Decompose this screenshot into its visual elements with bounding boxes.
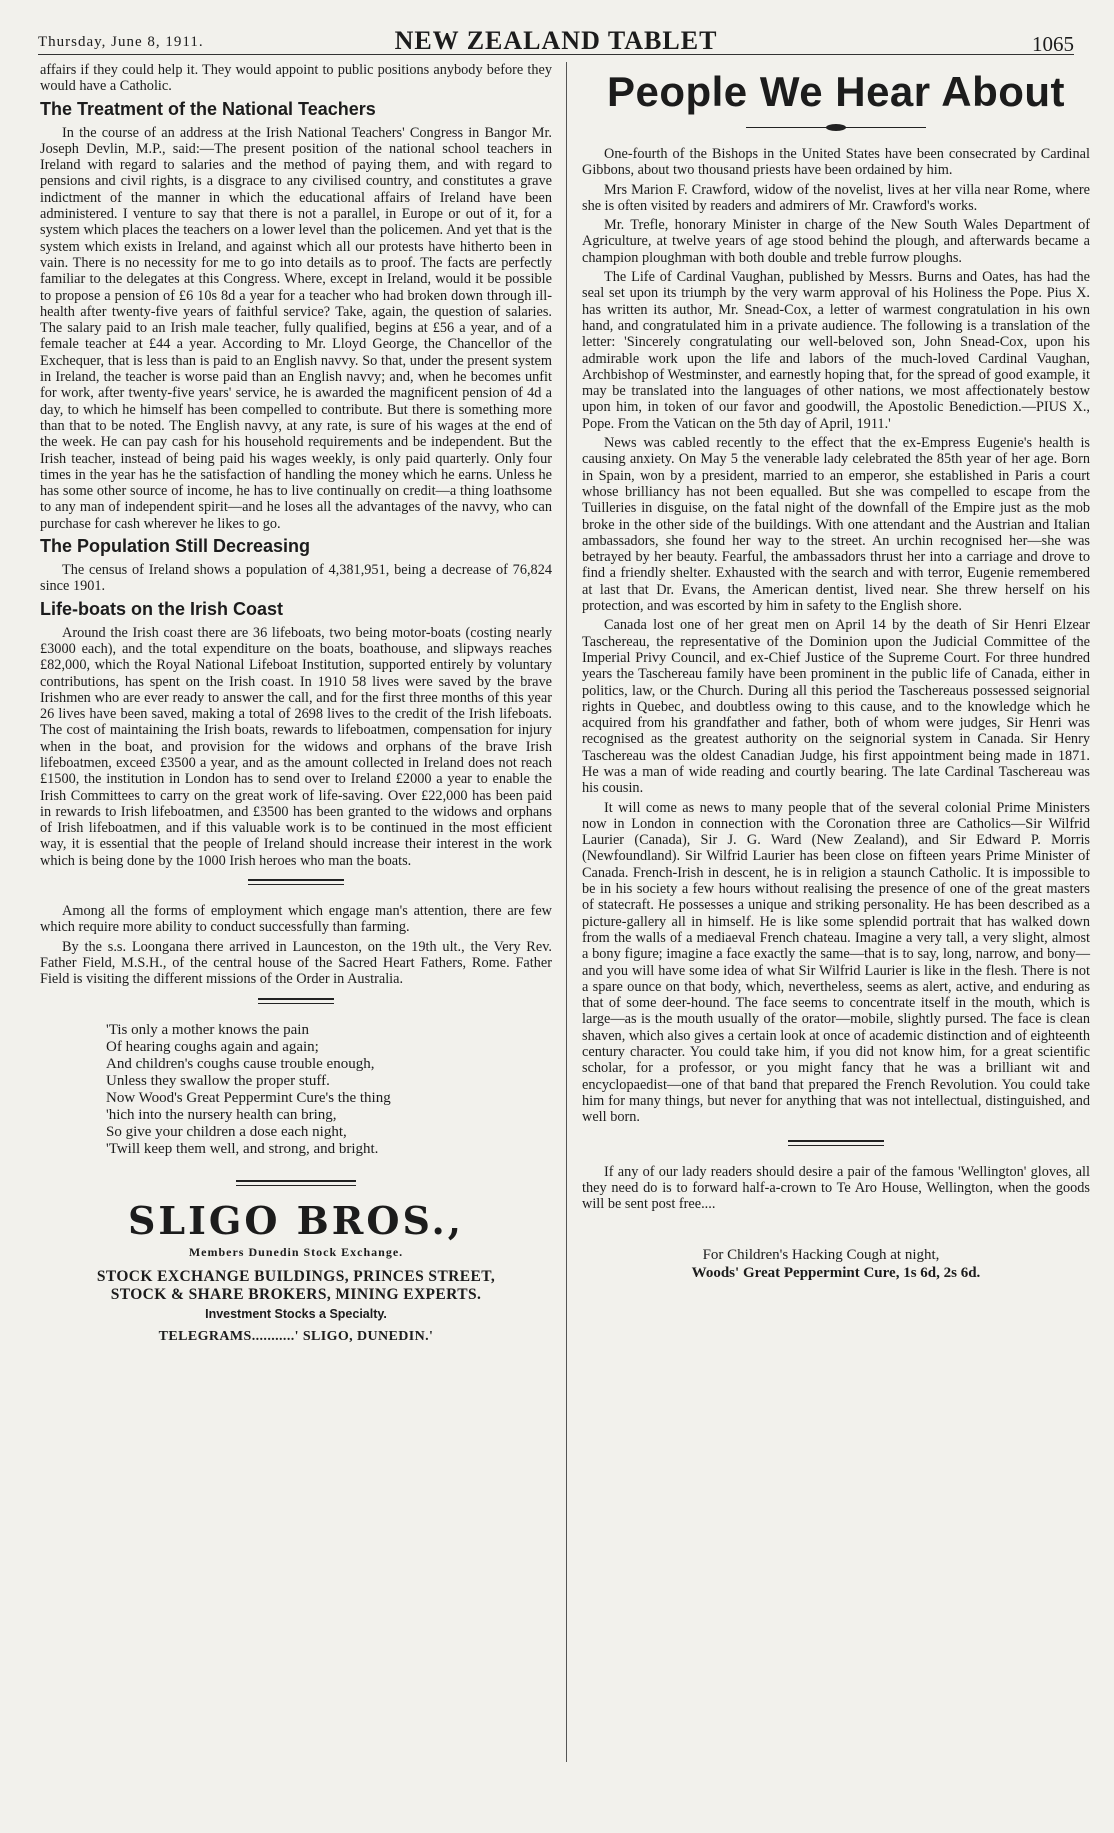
teachers-paragraph: In the course of an address at the Irish National Teachers' Congress in Bangor Mr. Joseph Devlin, M.P., said:—The present position of the national school teachers in Ireland with regard to salaries and the method of paying them, and with regard to pensions and civil rights, is a disgrace to any civilised country, and constitutes a grave indictment of the manner in which the educational affairs of Ireland have been administered. I venture to say that there is not a parallel, in Europe or out of it, for a system which places the teachers on a lower level than the policemen. And yet that is the system which exists in Ireland, and against which all our protests have hitherto been in vain. There is no necessity for me to go into details as to proof. The facts are perfectly familiar to the delegates at this Congress. Where, except in Ireland, would it be possible to propose a pension of £6 10s 8d a year for a teacher who had broken down through ill-health after twenty-five years of faithful service? Take, again, the question of salaries. The salary paid to an Irish male teacher, fully qualified, begins at £56 a year, and of a female teacher at £44 a year. According to Mr. Lloyd George, the Chancellor of the Exchequer, that is less than is paid to an English navvy. So that, under the present system in Ireland, the teacher is worse paid than an English navvy; and, when he becomes unfit for work, after twenty-five years' service, he is awarded the magnificent pension of 4d a day, to which he himself has been compelled to contribute. But there is something more than that to be noted. The English navvy, at any rate, is sure of his wages at the end of the week. He can pay cash for his household requirements and be independent. But the Irish teacher, instead of being paid his wages weekly, is only paid quarterly. Only four times in the year has he the satisfaction of handling the money which he earns. Unless he has some other source of income, he has to live continually on credit—a thing loathsome to any man of independent spirit—and he loses all the advantages of the navvy, who can purchase for cash wherever he likes to go. bbox=[40, 124, 552, 532]
poem-line: 'hich into the nursery health can bring, bbox=[106, 1106, 337, 1123]
intro-paragraph: affairs if they could help it. They would appoint to public positions anybody before they would have a Catholic. bbox=[40, 62, 552, 95]
sligo-bros-advertisement bbox=[40, 1197, 552, 1347]
eugenie-paragraph: News was cabled recently to the effect that the ex-Empress Eugenie's health is causing anxiety. On May 5 the venerable lady celebrated the 85th year of her age. Born in Spain, won by a president, married to an emperor, she established in Paris a court whose brilliancy has not been equalled. But she was compelled to escape from the Tuilleries in disguise, on the fatal night of the downfall of the Empire just as the mob broke in the other side of the buildings. With one attendant and the Austrian and Italian ambassadors, she found her way to the street. An urchin recognised her—she was betrayed by her beauty. Fearful, the ambassadors thrust her into a carriage and drove to find a friendly shelter. Exhausted with the search and with terror, Eugenie remembered at last that Dr. Evans, the American dentist, lived near. She threw herself on his protection, and was escorted by him in safety to the English shore. bbox=[582, 435, 1090, 615]
taschereau-paragraph: Canada lost one of her great men on April 14 by the death of Sir Henri Elzear Taschereau, the representative of the Dominion upon the Judicial Committee of the Imperial Privy Council, and ex-Chief Justice of the Supreme Court. For three hundred years the Taschereau family have been prominent in the public life of Canada, either in politics, law, or the Church. During all this period the Taschereaus possessed seignorial rights in Quebec, and doubtless owing to this cause, and to the knowledge which he acquired from his grandfather and father, both of whom were judges, Sir Henri was recognised as the greatest authority on the seignorial system in Canada. Sir Henry Taschereau was the oldest Canadian Judge, his first appointment being made in 1871. He was a man of wide reading and courtly bearing. The late Cardinal Taschereau was his cousin. bbox=[582, 617, 1090, 797]
ad-members: Members Dunedin Stock Exchange. bbox=[188, 1244, 404, 1259]
page-header bbox=[38, 22, 1074, 56]
column-divider bbox=[566, 62, 567, 1762]
teachers-heading: The Treatment of the National Teachers bbox=[40, 98, 376, 119]
notice-line: For Children's Hacking Cough at night, bbox=[702, 1247, 940, 1264]
title-ornament bbox=[746, 122, 926, 134]
issue-date: Thursday, June 8, 1911. bbox=[38, 34, 204, 50]
lifeboats-heading: Life-boats on the Irish Coast bbox=[40, 598, 284, 619]
poem-line: Now Wood's Great Peppermint Cure's the thing bbox=[106, 1089, 391, 1106]
poem-line: Of hearing coughs again and again; bbox=[106, 1038, 319, 1055]
lifeboats-paragraph: Around the Irish coast there are 36 lifeboats, two being motor-boats (costing nearly £3000 each), and the total expenditure on the boats, boathouse, and slipways reaches £82,000, which the Royal National Lifeboat Institution, supported entirely by voluntary contributions, has spent on the Irish coast. In 1910 58 lives were saved by the brave Irishmen who are ever ready to answer the call, and for the first three months of this year 26 lives have been saved, making a total of 2698 lives to the credit of the Irish lifeboats. The cost of maintaining the Irish boats, rewards to lifeboatmen, compensation for injury when in the boat, and provision for the widows and orphans of the brave Irish lifeboatmen, exceed £3500 a year, and as the amount collected in Ireland does not reach £1500, the institution in London has to send over to Ireland £2000 a year to enable the Irish Committees to carry on the great work of life-saving. Over £22,000 has been paid in rewards to Irish lifeboatmen, and £3500 has been granted to the widows and orphans of Irish lifeboatmen, and if this valuable work is to be continued in the most efficient way, it is essential that the people of Ireland should increase their interest in the work which is being done by the 1000 Irish heroes who man the boats. bbox=[40, 624, 552, 869]
poem-line: And children's coughs cause trouble enough, bbox=[106, 1055, 375, 1072]
section-title: People We Hear About bbox=[606, 68, 1066, 115]
farming-paragraph: Among all the forms of employment which engage man's attention, there are few which require more ability to conduct successfully than farming. bbox=[40, 903, 552, 936]
section-separator bbox=[236, 1180, 356, 1186]
cough-cure-notice bbox=[582, 1246, 1090, 1282]
vaughan-paragraph: The Life of Cardinal Vaughan, published by Messrs. Burns and Oates, has had the seal set upon its triumph by the very warm approval of his Holiness the Pope. Pius X. has written its author, Mr. Snead-Cox, a letter of warmest congratulation in his own hand, and congratulated him in a private audience. The following is a translation of the letter: 'Sincerely congratulating our well-beloved son, John Snead-Cox, upon his admirable work upon the life and labors of the much-loved Cardinal Vaughan, Archbishop of Westminster, and earnestly hoping that, for the spread of good example, it may be translated into the languages of other nations, we most affectionately bestow upon him, in token of our favor and goodwill, the Apostolic Benediction.—PIUS X., Pope. From the Vatican on the 5th day of April, 1911.' bbox=[582, 269, 1090, 432]
masthead-title: NEW ZEALAND TABLET bbox=[394, 26, 718, 55]
laurier-paragraph: It will come as news to many people that of the several colonial Prime Ministers now in London in connection with the Coronation three are Catholics—Sir Wilfrid Laurier (Canada), Sir J. G. Ward (New Zealand), and Sir Edward P. Morris (Newfoundland). Sir Wilfrid Laurier has been close on fifteen years Prime Minister of Canada. French-Irish in descent, he is in religion a staunch Catholic. It is impossible to be in his society a few hours without realising the presence of one of the great masters of statecraft. He possesses a unique and striking personality. He has been described as a picture-gallery all in himself. He is like some splendid portrait that has walked down from the walls of a mediaeval French chateau. Imagine a very tall, a very slight, almost a bony figure; imagine a face exactly the same—that is to say, long, narrow, and bony—and you will have some idea of what Sir Wilfrid Laurier is like in the flesh. There is not a spare ounce on that body, which, nevertheless, seems as alert, active, and enduring as that of some deer-hound. The face seems to concentrate itself in the mouth, which is large—as is the mouth usually of the orator—mobile, slightly pursed. The face is clean shaven, which also gives a certain look at once of academic distinction and of eighteenth century character. You could take him, if you did not know him, for a great scientific scholar, for a professor, or you might fancy that he was a brilliant wit and encyclopaedist—one of that band that prepared the French Revolution. You could take him for many things, but never for anything that was not intellectual, distinguished, and well born. bbox=[582, 799, 1090, 1126]
header-rule bbox=[38, 54, 1074, 55]
poem-line: Unless they swallow the proper stuff. bbox=[106, 1072, 330, 1089]
left-column bbox=[40, 62, 552, 1346]
section-separator bbox=[258, 998, 334, 1004]
crawford-paragraph: Mrs Marion F. Crawford, widow of the novelist, lives at her villa near Rome, where she is often visited by readers and admirers of Mr. Crawford's works. bbox=[582, 181, 1090, 214]
trefle-paragraph: Mr. Trefle, honorary Minister in charge of the New South Wales Department of Agriculture, at twelve years of age stood behind the plough, and afterwards became a champion ploughman with both double and treble furrow ploughs. bbox=[582, 217, 1090, 266]
notice-line: Woods' Great Peppermint Cure, 1s 6d, 2s 6d. bbox=[691, 1265, 981, 1282]
population-heading: The Population Still Decreasing bbox=[40, 536, 311, 557]
poem-line: 'Tis only a mother knows the pain bbox=[106, 1021, 309, 1038]
bishops-paragraph: One-fourth of the Bishops in the United States have been consecrated by Cardinal Gibbons, about two thousand priests have been ordained by him. bbox=[582, 146, 1090, 179]
ad-address: STOCK EXCHANGE BUILDINGS, PRINCES STREET, bbox=[96, 1267, 496, 1285]
page-number: 1065 bbox=[1032, 32, 1074, 56]
section-separator bbox=[788, 1140, 884, 1146]
ad-specialty: Investment Stocks a Specialty. bbox=[205, 1306, 387, 1321]
wellington-gloves-paragraph: If any of our lady readers should desire a pair of the famous 'Wellington' gloves, all they need do is to forward half-a-crown to Te Aro House, Wellington, when the goods will be sent post free.... bbox=[582, 1163, 1090, 1213]
ad-firm-name: SLIGO BROS., bbox=[127, 1197, 465, 1243]
loongana-paragraph: By the s.s. Loongana there arrived in Launceston, on the 19th ult., the Very Rev. Father Field, M.S.H., of the central house of the Sacred Heart Fathers, Rome. Father Field is visiting the different missions of the Order in Australia. bbox=[40, 938, 552, 988]
ad-services: STOCK & SHARE BROKERS, MINING EXPERTS. bbox=[110, 1285, 482, 1303]
poem-line: 'Twill keep them well, and strong, and bright. bbox=[106, 1140, 379, 1157]
right-column bbox=[582, 62, 1090, 1282]
ad-telegrams: TELEGRAMS...........' SLIGO, DUNEDIN.' bbox=[158, 1329, 434, 1345]
population-paragraph: The census of Ireland shows a population of 4,381,951, being a decrease of 76,824 since 1901. bbox=[40, 562, 552, 595]
section-separator bbox=[248, 879, 344, 885]
peppermint-poem bbox=[106, 1022, 552, 1158]
poem-line: So give your children a dose each night, bbox=[106, 1123, 347, 1140]
